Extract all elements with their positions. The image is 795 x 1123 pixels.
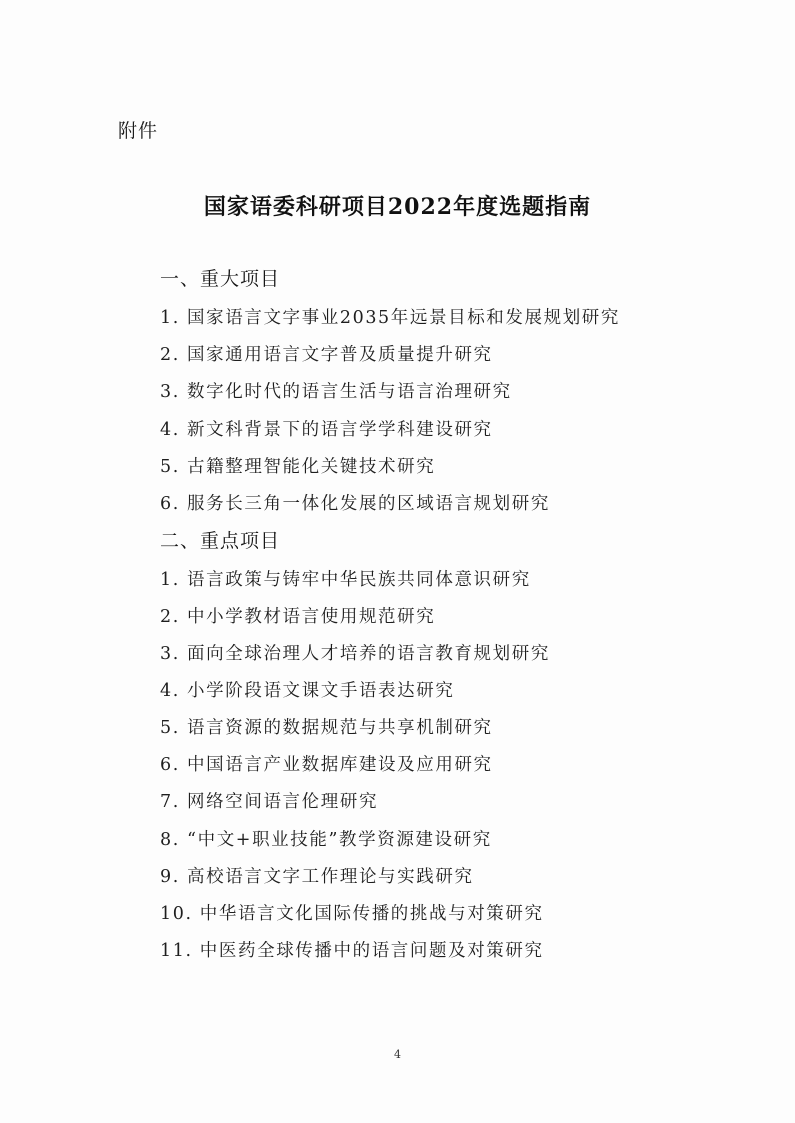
list-item: 2. 中小学教材语言使用规范研究 (160, 607, 436, 627)
document-title: 国家语委科研项目2022年度选题指南 (203, 194, 592, 220)
list-item: 3. 数字化时代的语言生活与语言治理研究 (160, 382, 512, 402)
list-item: 1. 语言政策与铸牢中华民族共同体意识研究 (160, 570, 531, 590)
list-item: 5. 语言资源的数据规范与共享机制研究 (160, 718, 493, 738)
list-item: 2. 国家通用语言文字普及质量提升研究 (160, 345, 493, 365)
list-item: 7. 网络空间语言伦理研究 (160, 792, 379, 812)
list-item: 5. 古籍整理智能化关键技术研究 (160, 457, 436, 477)
section-heading-major: 一、重大项目 (160, 268, 281, 290)
list-item: 9. 高校语言文字工作理论与实践研究 (160, 867, 474, 887)
list-item: 1. 国家语言文字事业2035年远景目标和发展规划研究 (160, 308, 620, 328)
list-item: 4. 小学阶段语文课文手语表达研究 (160, 681, 455, 701)
list-item: 3. 面向全球治理人才培养的语言教育规划研究 (160, 644, 550, 664)
list-item: 8. “中文+职业技能”教学资源建设研究 (160, 830, 492, 850)
list-item: 6. 服务长三角一体化发展的区域语言规划研究 (160, 494, 550, 514)
list-item: 10. 中华语言文化国际传播的挑战与对策研究 (160, 904, 544, 924)
list-item: 4. 新文科背景下的语言学学科建设研究 (160, 420, 493, 440)
list-item: 11. 中医药全球传播中的语言问题及对策研究 (160, 941, 544, 961)
page-number: 4 (394, 1048, 401, 1061)
list-item: 6. 中国语言产业数据库建设及应用研究 (160, 755, 493, 775)
section-heading-key: 二、重点项目 (160, 530, 281, 552)
attachment-label: 附件 (118, 120, 159, 142)
